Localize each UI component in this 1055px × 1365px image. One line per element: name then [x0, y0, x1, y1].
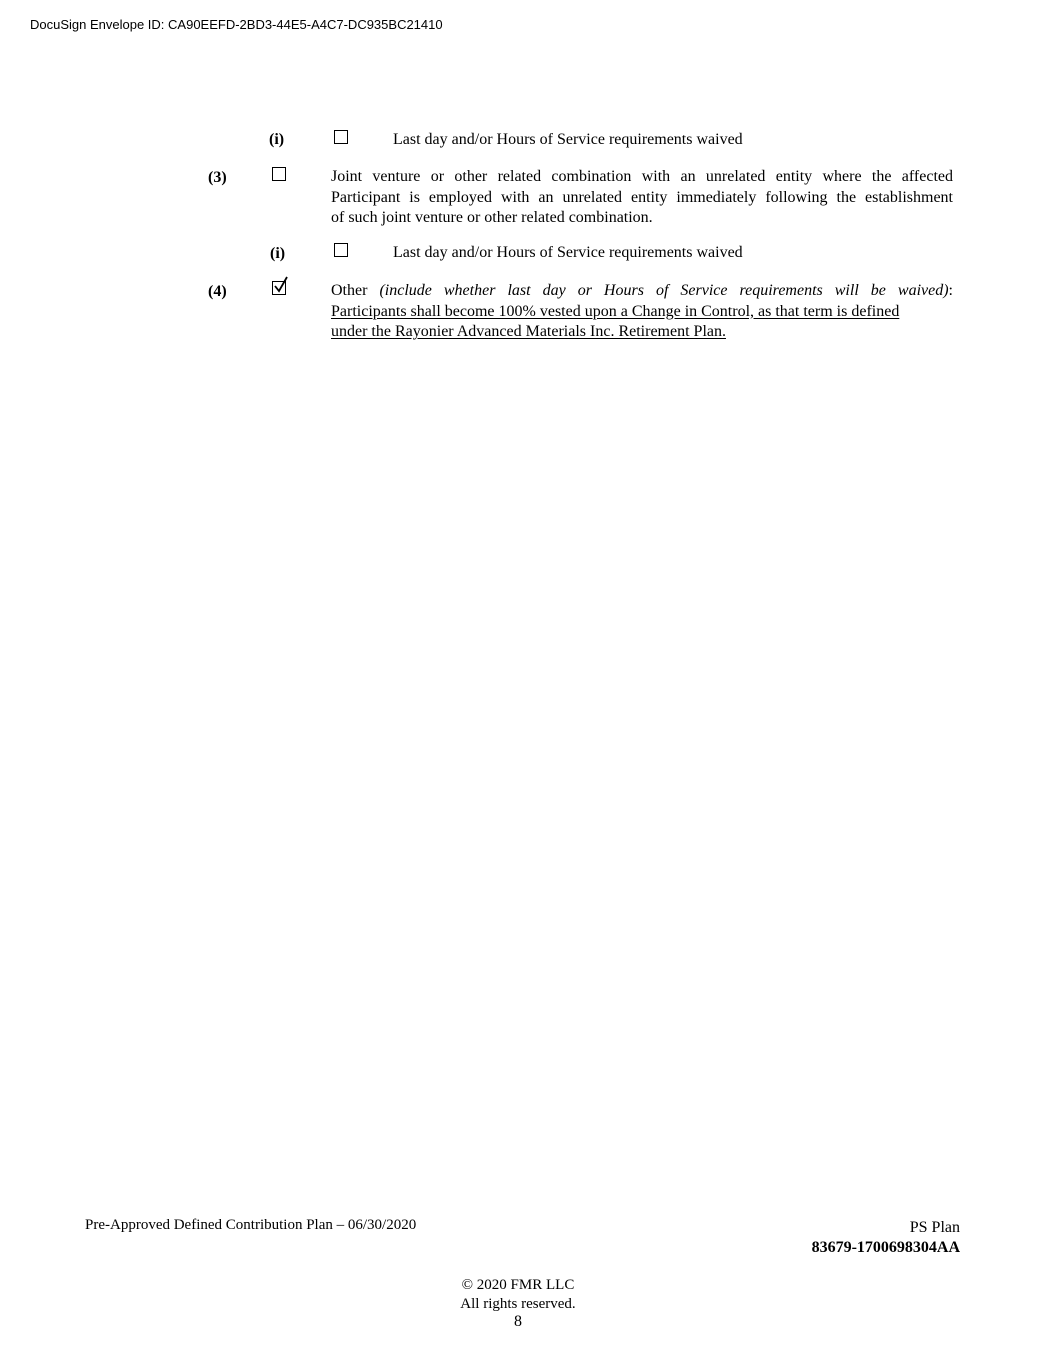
item-paragraph	[331, 167, 953, 229]
footer-plan-id	[812, 1218, 960, 1258]
item-text-line: Joint venture or other related combination with an unrelated entity where the affected	[331, 168, 953, 185]
answer-line[interactable]: under the Rayonier Advanced Materials Inc. Retirement Plan.	[331, 323, 726, 340]
checkmark-icon	[272, 276, 290, 294]
item-marker: (i)	[270, 245, 286, 262]
footer-rights: All rights reserved.	[460, 1295, 576, 1312]
item-text-line: of such joint venture or other related combination.	[331, 209, 653, 226]
item-colon: :	[948, 282, 953, 299]
item-paragraph	[331, 281, 953, 343]
footer-plan-title: Pre-Approved Defined Contribution Plan – 06/30/2020	[85, 1217, 417, 1233]
item-marker: (i)	[269, 131, 285, 148]
item-marker: (4)	[208, 283, 227, 300]
item-text-line: Participant is employed with an unrelated entity immediately following the establishment	[331, 188, 953, 206]
item-text: Last day and/or Hours of Service requirements waived	[393, 131, 743, 148]
answer-line[interactable]: Participants shall become 100% vested upon a Change in Control, as that term is defined	[331, 302, 900, 320]
item-label: Other	[331, 282, 368, 299]
checkbox-unchecked[interactable]	[334, 130, 348, 144]
footer-plan-type: PS Plan	[909, 1219, 960, 1236]
item-instruction: (include whether last day or Hours of Service requirements will be waived)	[379, 282, 949, 299]
item-heading-line	[331, 281, 953, 302]
checkbox-unchecked[interactable]	[334, 243, 348, 257]
checkbox-checked[interactable]	[272, 281, 286, 295]
item-marker: (3)	[208, 169, 227, 186]
checkbox-unchecked[interactable]	[272, 167, 286, 181]
page-number: 8	[514, 1313, 522, 1330]
footer-copyright: © 2020 FMR LLC	[461, 1277, 575, 1293]
footer-copyright-block	[0, 1276, 1036, 1332]
footer-plan-number: 83679-1700698304AA	[811, 1239, 960, 1256]
envelope-id: DocuSign Envelope ID: CA90EEFD-2BD3-44E5-A4C7-DC935BC21410	[30, 17, 443, 32]
item-text: Last day and/or Hours of Service requirements waived	[393, 244, 743, 261]
